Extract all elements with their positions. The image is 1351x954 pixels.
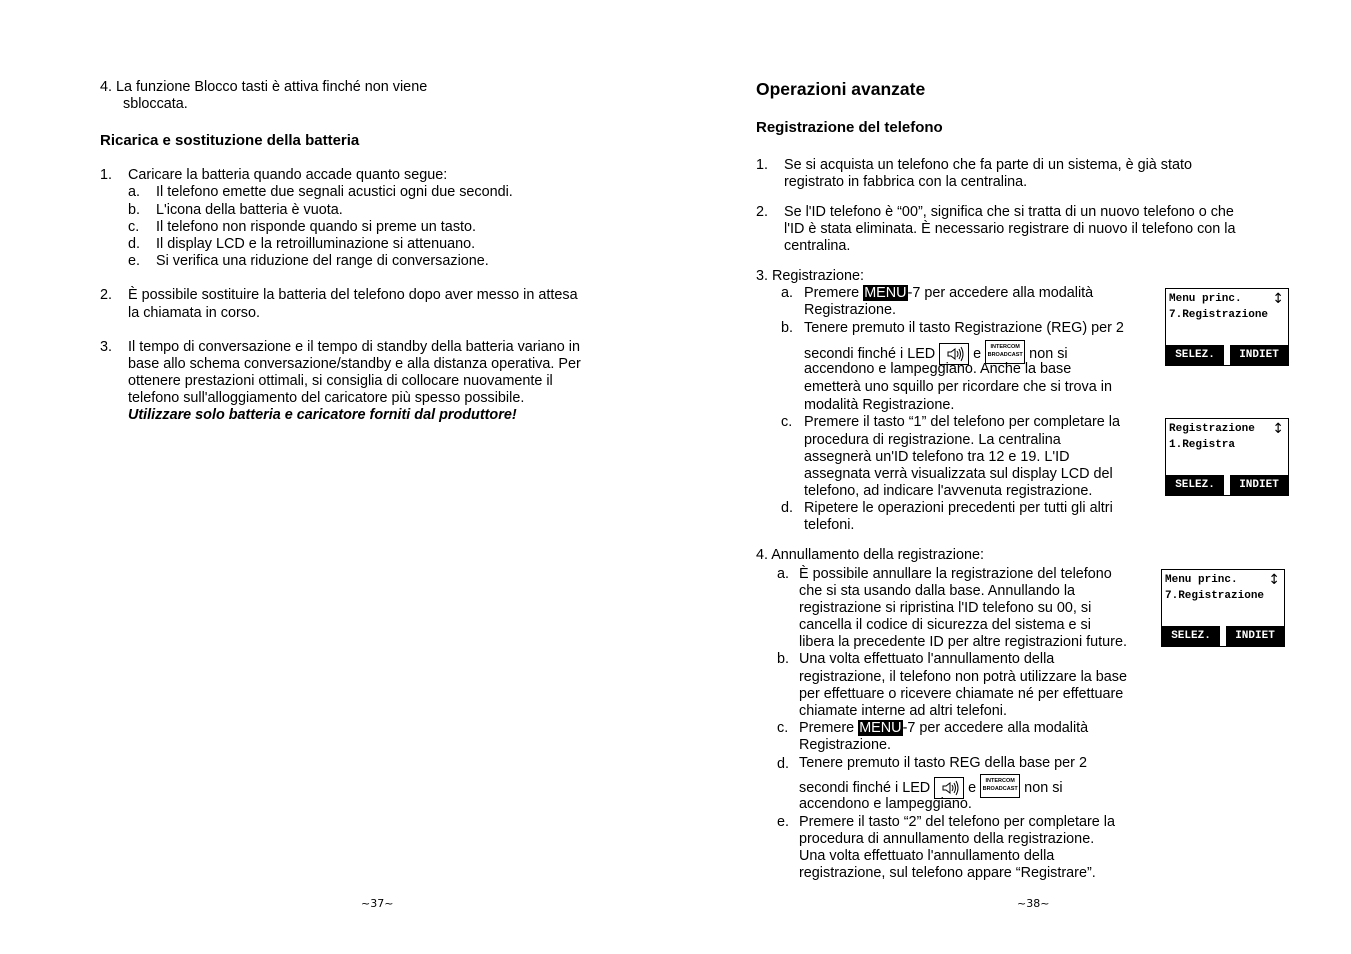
- led-label: BROADCAST: [987, 352, 1023, 358]
- lcd-line2: 7.Registrazione: [1169, 309, 1269, 321]
- softkey-back: INDIET: [1230, 475, 1288, 495]
- list-item-text: telefono sull'alloggiamento del caricatore più spesso possibile.: [128, 390, 525, 406]
- sublist-letter: e.: [128, 253, 141, 269]
- subsection-title: Registrazione del telefono: [756, 119, 943, 136]
- list-item-number: 2.: [756, 204, 769, 220]
- sublist-text: Tenere premuto il tasto REG della base per 2: [799, 755, 1087, 771]
- lcd-line1: Menu princ.: [1169, 293, 1242, 305]
- list-item-text: ottenere prestazioni ottimali, si consiglia di collocare nuovamente il: [128, 373, 553, 389]
- sublist-text: libera la precedente ID per altre registrazioni future.: [799, 634, 1127, 650]
- text-segment: secondi finché i LED: [804, 346, 940, 362]
- list-item-text: È possibile sostituire la batteria del telefono dopo aver messo in attesa: [128, 287, 578, 303]
- sublist-letter: b.: [781, 320, 794, 336]
- sublist-letter: a.: [128, 184, 141, 200]
- sublist-text: Registrazione.: [799, 737, 891, 753]
- sublist-text: telefono, ad indicare l'avvenuta registrazione.: [804, 483, 1093, 499]
- list-item-text: registrato in fabbrica con la centralina.: [784, 174, 1028, 190]
- sublist-letter: a.: [781, 285, 794, 301]
- sublist-text: Tenere premuto il tasto Registrazione (REG) per 2: [804, 320, 1124, 336]
- text-segment: -7 per accedere alla modalità: [902, 720, 1089, 736]
- led-label: BROADCAST: [982, 786, 1018, 792]
- softkey-back: INDIET: [1230, 345, 1288, 365]
- sublist-text: Una volta effettuato l'annullamento della: [799, 651, 1055, 667]
- menu-key-label: MENU: [864, 285, 907, 301]
- sublist-text: assegnerà un'ID telefono tra 12 e 19. L'ID: [804, 449, 1070, 465]
- sublist-text: Il telefono non risponde quando si preme un tasto.: [156, 219, 477, 235]
- sublist-text: chiamate interne ad altri telefoni.: [799, 703, 1007, 719]
- sublist-text: per effettuare o ricevere chiamate né per effettuare: [799, 686, 1124, 702]
- sublist-letter: b.: [777, 651, 790, 667]
- left-item4-line1: 4. La funzione Blocco tasti è attiva finché non viene: [100, 79, 428, 95]
- up-down-arrow-icon: ↕: [1272, 291, 1284, 307]
- page-title: Operazioni avanzate: [756, 79, 926, 99]
- list-item-text: Se si acquista un telefono che fa parte di un sistema, è già stato: [784, 157, 1192, 173]
- text-segment: e: [964, 780, 981, 796]
- up-down-arrow-icon: ↕: [1268, 572, 1280, 588]
- lcd-line2: 1.Registra: [1169, 439, 1236, 451]
- softkey-select: SELEZ.: [1162, 626, 1220, 646]
- warning-text: Utilizzare solo batteria e caricatore forniti dal produttore!: [128, 407, 517, 423]
- up-down-arrow-icon: ↕: [1272, 421, 1284, 437]
- sublist-letter: c.: [128, 219, 140, 235]
- sublist-text: accendono e lampeggiano. Anche la base: [804, 361, 1072, 377]
- text-segment: -7 per accedere alla modalità: [907, 285, 1094, 301]
- text-segment: e: [969, 346, 986, 362]
- sublist-text: emetterà uno squillo per ricordare che si trova in: [804, 379, 1112, 395]
- sublist-text: registrazione, il telefono non potrà utilizzare la base: [799, 669, 1127, 685]
- list-item-text: Il tempo di conversazione e il tempo di standby della batteria variano in: [128, 339, 580, 355]
- list-item-text: base allo schema conversazione/standby e alla distanza operativa. Per: [128, 356, 581, 372]
- text-segment: Premere: [804, 285, 864, 301]
- led-label: INTERCOM: [990, 344, 1020, 350]
- lcd-display: [1161, 569, 1285, 647]
- sublist-text: procedura di annullamento della registrazione.: [799, 831, 1095, 847]
- list-item-text: l'ID è stata eliminata. È necessario registrare di nuovo il telefono con la: [784, 221, 1236, 237]
- softkey-select: SELEZ.: [1166, 345, 1224, 365]
- intercom-broadcast-led-icon: [980, 774, 1020, 798]
- sublist-letter: a.: [777, 566, 790, 582]
- sublist-text: registrazione si ripristina l'ID telefono su 00, si: [799, 600, 1092, 616]
- section-title: Ricarica e sostituzione della batteria: [100, 132, 360, 149]
- list-item-text: centralina.: [784, 238, 851, 254]
- list-item-number: 1.: [100, 167, 113, 183]
- list-item-text: la chiamata in corso.: [128, 305, 260, 321]
- lcd-display: [1165, 418, 1289, 496]
- page-number-right: ~38~: [1017, 897, 1050, 910]
- sublist-text: Premere il tasto “2” del telefono per completare la: [799, 814, 1115, 830]
- sublist-text: Il display LCD e la retroilluminazione si attenuano.: [156, 236, 476, 252]
- sublist-text: assegnata verrà visualizzata sul display LCD del: [804, 466, 1113, 482]
- list-item-number: 2.: [100, 287, 113, 303]
- sublist-text: Il telefono emette due segnali acustici ogni due secondi.: [156, 184, 513, 200]
- sublist-text: L'icona della batteria è vuota.: [156, 202, 343, 218]
- sublist-text: procedura di registrazione. La centralina: [804, 432, 1061, 448]
- sublist-letter: b.: [128, 202, 141, 218]
- sublist-text: Ripetere le operazioni precedenti per tutti gli altri: [804, 500, 1113, 516]
- menu-key-label: MENU: [859, 720, 902, 736]
- list-item-number: 3.: [100, 339, 113, 355]
- sublist-letter: d.: [781, 500, 794, 516]
- lcd-line1: Menu princ.: [1165, 574, 1238, 586]
- list-item-text: Se l'ID telefono è “00”, significa che si tratta di un nuovo telefono o che: [784, 204, 1234, 220]
- sublist-text: Si verifica una riduzione del range di conversazione.: [156, 253, 489, 269]
- sublist-text: accendono e lampeggiano.: [799, 796, 972, 812]
- softkey-select: SELEZ.: [1166, 475, 1224, 495]
- left-item4-line2: sbloccata.: [123, 96, 188, 112]
- sublist-text: È possibile annullare la registrazione del telefono: [799, 566, 1112, 582]
- led-label: INTERCOM: [985, 778, 1015, 784]
- text-segment: non si: [1020, 780, 1063, 796]
- softkey-back: INDIET: [1226, 626, 1284, 646]
- sublist-text: telefoni.: [804, 517, 855, 533]
- sublist-text: [799, 720, 1088, 737]
- text-segment: secondi finché i LED: [799, 780, 935, 796]
- page-number-left: ~37~: [361, 897, 394, 910]
- list-item-number: 1.: [756, 157, 769, 173]
- sublist-text: Registrazione.: [804, 302, 896, 318]
- lcd-line1: Registrazione: [1169, 423, 1255, 435]
- sublist-text: modalità Registrazione.: [804, 397, 955, 413]
- sublist-letter: e.: [777, 814, 790, 830]
- sublist-text: Premere il tasto “1” del telefono per completare la: [804, 414, 1120, 430]
- sublist-letter: d.: [128, 236, 141, 252]
- sublist-text: cancella il codice di sicurezza del sistema e si: [799, 617, 1091, 633]
- text-segment: non si: [1025, 346, 1068, 362]
- sublist-letter: c.: [781, 414, 793, 430]
- sublist-letter: d.: [777, 756, 790, 772]
- sublist-text: Una volta effettuato l'annullamento della: [799, 848, 1055, 864]
- sublist-text: [804, 285, 1093, 302]
- list-item-heading: 4. Annullamento della registrazione:: [756, 547, 984, 563]
- text-segment: Premere: [799, 720, 859, 736]
- sublist-letter: c.: [777, 720, 789, 736]
- list-item-text: Caricare la batteria quando accade quanto segue:: [128, 167, 448, 183]
- sublist-text: che si sta usando dalla base. Annullando la: [799, 583, 1076, 599]
- sublist-text: registrazione, sul telefono appare “Registrare”.: [799, 865, 1096, 881]
- lcd-line2: 7.Registrazione: [1165, 590, 1265, 602]
- list-item-heading: 3. Registrazione:: [756, 268, 864, 284]
- lcd-display: [1165, 288, 1289, 366]
